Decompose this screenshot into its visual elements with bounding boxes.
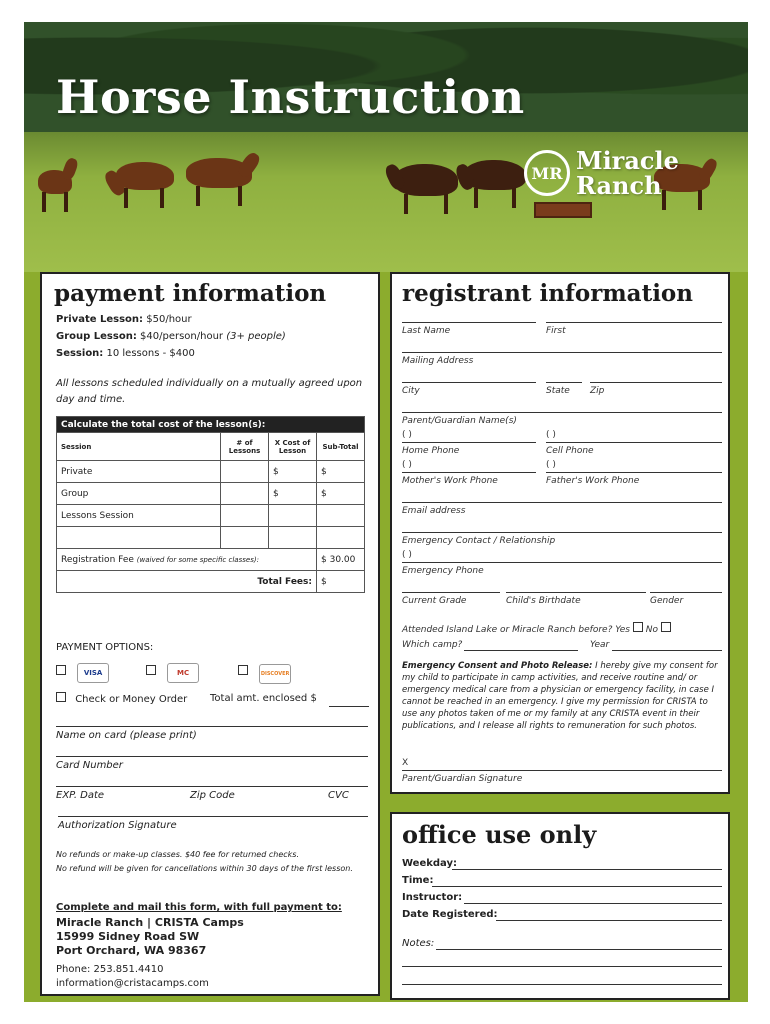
mother-work-phone-field[interactable] (402, 472, 536, 473)
mail-line-1: Miracle Ranch | CRISTA Camps (56, 916, 244, 929)
horse-figure (394, 164, 458, 196)
lessons-input[interactable] (221, 505, 269, 527)
table-row: Group $ $ (57, 483, 365, 505)
authorization-signature-label: Authorization Signature (58, 820, 177, 831)
email-field[interactable] (402, 502, 722, 503)
visa-icon: VISA (77, 663, 109, 683)
total-enclosed-label: Total amt. enclosed $ (210, 693, 317, 704)
notes-line[interactable] (402, 966, 722, 967)
weekday-label: Weekday: (402, 858, 458, 869)
col-lessons: # of Lessons (221, 433, 269, 461)
last-name-label: Last Name (402, 326, 451, 336)
birthdate-field[interactable] (506, 592, 646, 593)
group-lesson-rate: Group Lesson: $40/person/hour (3+ people) (56, 331, 286, 342)
check-checkbox[interactable] (56, 692, 66, 702)
email-label: Email address (402, 506, 466, 516)
zip-label: Zip Code (190, 790, 235, 801)
zip-label: Zip (590, 386, 605, 396)
registration-fee-value: $ 30.00 (317, 549, 365, 571)
date-registered-field[interactable] (496, 920, 722, 921)
visa-option[interactable] (56, 660, 109, 683)
schedule-note: All lessons scheduled individually on a mutually agreed upon day and time. (56, 378, 363, 405)
time-label: Time: (402, 875, 434, 886)
notes-label: Notes: (402, 938, 435, 949)
refund-note-1: No refunds or make-up classes. $40 fee for returned checks. (56, 850, 299, 859)
year-label: Year (590, 640, 610, 650)
father-work-phone-label: Father's Work Phone (546, 476, 640, 486)
which-camp-label: Which camp? (402, 640, 463, 650)
horse-figure (186, 158, 252, 188)
discover-option[interactable] (238, 660, 291, 684)
cvc-label: CVC (328, 790, 349, 801)
mastercard-option[interactable] (146, 660, 199, 683)
which-camp-field[interactable] (464, 650, 578, 651)
instructor-field[interactable] (464, 903, 722, 904)
emergency-phone-area-code: ( ) (402, 550, 412, 560)
mother-phone-area-code: ( ) (402, 460, 412, 470)
grade-label: Current Grade (402, 596, 467, 606)
phone-number: Phone: 253.851.4410 (56, 964, 164, 975)
father-work-phone-field[interactable] (546, 472, 722, 473)
gender-field[interactable] (650, 592, 722, 593)
horseshoe-logo-icon: MR (524, 150, 570, 196)
visa-checkbox[interactable] (56, 665, 66, 675)
horse-figure (116, 162, 174, 190)
parent-name-field[interactable] (402, 412, 722, 413)
horse-figure (38, 170, 72, 194)
first-name-field[interactable] (546, 322, 722, 323)
notes-field[interactable] (436, 949, 722, 950)
refund-note-2: No refund will be given for cancellations within 30 days of the first lesson. (56, 864, 353, 873)
col-session: Session (57, 433, 221, 461)
state-label: State (546, 386, 570, 396)
grade-field[interactable] (402, 592, 500, 593)
table-row: Private $ $ (57, 461, 365, 483)
emergency-contact-field[interactable] (402, 532, 722, 533)
miracle-ranch-logo (524, 148, 679, 198)
horse-figure (464, 160, 526, 190)
parent-name-label: Parent/Guardian Name(s) (402, 416, 517, 426)
first-name-label: First (546, 326, 566, 336)
mail-line-3: Port Orchard, WA 98367 (56, 944, 207, 957)
instructor-label: Instructor: (402, 892, 463, 903)
office-heading: office use only (402, 820, 597, 849)
mail-line-2: 15999 Sidney Road SW (56, 930, 200, 943)
session-rate: Session: 10 lessons - $400 (56, 348, 195, 359)
registrant-heading: registrant information (402, 280, 693, 307)
payment-options-label: PAYMENT OPTIONS: (56, 642, 154, 653)
registration-fee-row: Registration Fee (waived for some specific classes): $ 30.00 (57, 549, 365, 571)
total-row: Total Fees: $ (57, 571, 365, 593)
emergency-contact-label: Emergency Contact / Relationship (402, 536, 556, 546)
notes-line[interactable] (402, 984, 722, 985)
payment-heading: payment information (54, 280, 327, 307)
mailing-address-field[interactable] (402, 352, 722, 353)
father-phone-area-code: ( ) (546, 460, 556, 470)
discover-checkbox[interactable] (238, 665, 248, 675)
birthdate-label: Child's Birthdate (506, 596, 581, 606)
emergency-phone-label: Emergency Phone (402, 566, 484, 576)
card-number-label: Card Number (56, 760, 123, 771)
cell-phone-area-code: ( ) (546, 430, 556, 440)
mail-heading: Complete and mail this form, with full payment to: (56, 902, 342, 913)
table-header: Calculate the total cost of the lesson(s): (57, 417, 365, 433)
attended-question: Attended Island Lake or Miracle Ranch before? Yes No (402, 622, 671, 635)
name-on-card-label: Name on card (please print) (56, 730, 197, 741)
last-name-field[interactable] (402, 322, 536, 323)
water-trough (534, 202, 592, 218)
time-field[interactable] (432, 886, 722, 887)
logo-line-1: Miracle (576, 146, 679, 175)
authorization-signature-field[interactable] (58, 816, 368, 817)
private-lesson-rate: Private Lesson: $50/hour (56, 314, 192, 325)
year-field[interactable] (612, 650, 722, 651)
gender-label: Gender (650, 596, 684, 606)
form-sheet (24, 22, 748, 1002)
email-link[interactable]: information@cristacamps.com (56, 978, 209, 989)
col-subtotal: Sub-Total (317, 433, 365, 461)
city-field[interactable] (402, 382, 536, 383)
yes-checkbox[interactable] (633, 622, 643, 632)
payment-panel (40, 272, 380, 996)
emergency-phone-field[interactable] (402, 562, 722, 563)
no-checkbox[interactable] (661, 622, 671, 632)
cell-phone-label: Cell Phone (546, 446, 594, 456)
home-phone-field[interactable] (402, 442, 536, 443)
logo-line-2: Ranch (576, 171, 662, 200)
zip-field[interactable] (590, 382, 722, 383)
lessons-input[interactable] (221, 461, 269, 483)
card-number-field[interactable] (56, 756, 368, 757)
table-row: Lessons Session (57, 505, 365, 527)
mailing-address-label: Mailing Address (402, 356, 474, 366)
office-use-panel (390, 812, 730, 1000)
exp-zip-cvc-field[interactable] (56, 786, 368, 787)
registrant-panel (390, 272, 730, 794)
mother-work-phone-label: Mother's Work Phone (402, 476, 498, 486)
city-label: City (402, 386, 420, 396)
total-enclosed-field[interactable] (329, 706, 369, 707)
exp-label: EXP. Date (56, 790, 105, 801)
name-on-card-field[interactable] (56, 726, 368, 727)
home-phone-label: Home Phone (402, 446, 460, 456)
page-title: Horse Instruction (56, 70, 525, 124)
home-phone-area-code: ( ) (402, 430, 412, 440)
discover-icon: DISCOVER (259, 664, 291, 684)
signature-x: X (402, 758, 409, 768)
weekday-field[interactable] (452, 869, 722, 870)
col-cost: X Cost of Lesson (269, 433, 317, 461)
date-registered-label: Date Registered: (402, 909, 498, 920)
check-option[interactable]: Check or Money Order (56, 692, 187, 705)
mastercard-checkbox[interactable] (146, 665, 156, 675)
parent-signature-label: Parent/Guardian Signature (402, 774, 523, 784)
cell-phone-field[interactable] (546, 442, 722, 443)
table-row (57, 527, 365, 549)
cost-calculator-table (56, 416, 365, 593)
hero-photo (24, 22, 748, 272)
total-value[interactable]: $ (317, 571, 365, 593)
mastercard-icon: MC (167, 663, 199, 683)
consent-paragraph: Emergency Consent and Photo Release: I hereby give my consent for my child to participate in camp activities, and receive routine and/ or emergency medical care from a physician or emergency facility, in case I cannot be reached in an emergency. I give my permission for CRISTA to use any photos taken of me or my family at any CRISTA event in their publications, and I release all rights to remuneration for such photos. (402, 661, 718, 731)
lessons-input[interactable] (221, 483, 269, 505)
parent-signature-field[interactable] (402, 770, 722, 771)
state-field[interactable] (546, 382, 582, 383)
